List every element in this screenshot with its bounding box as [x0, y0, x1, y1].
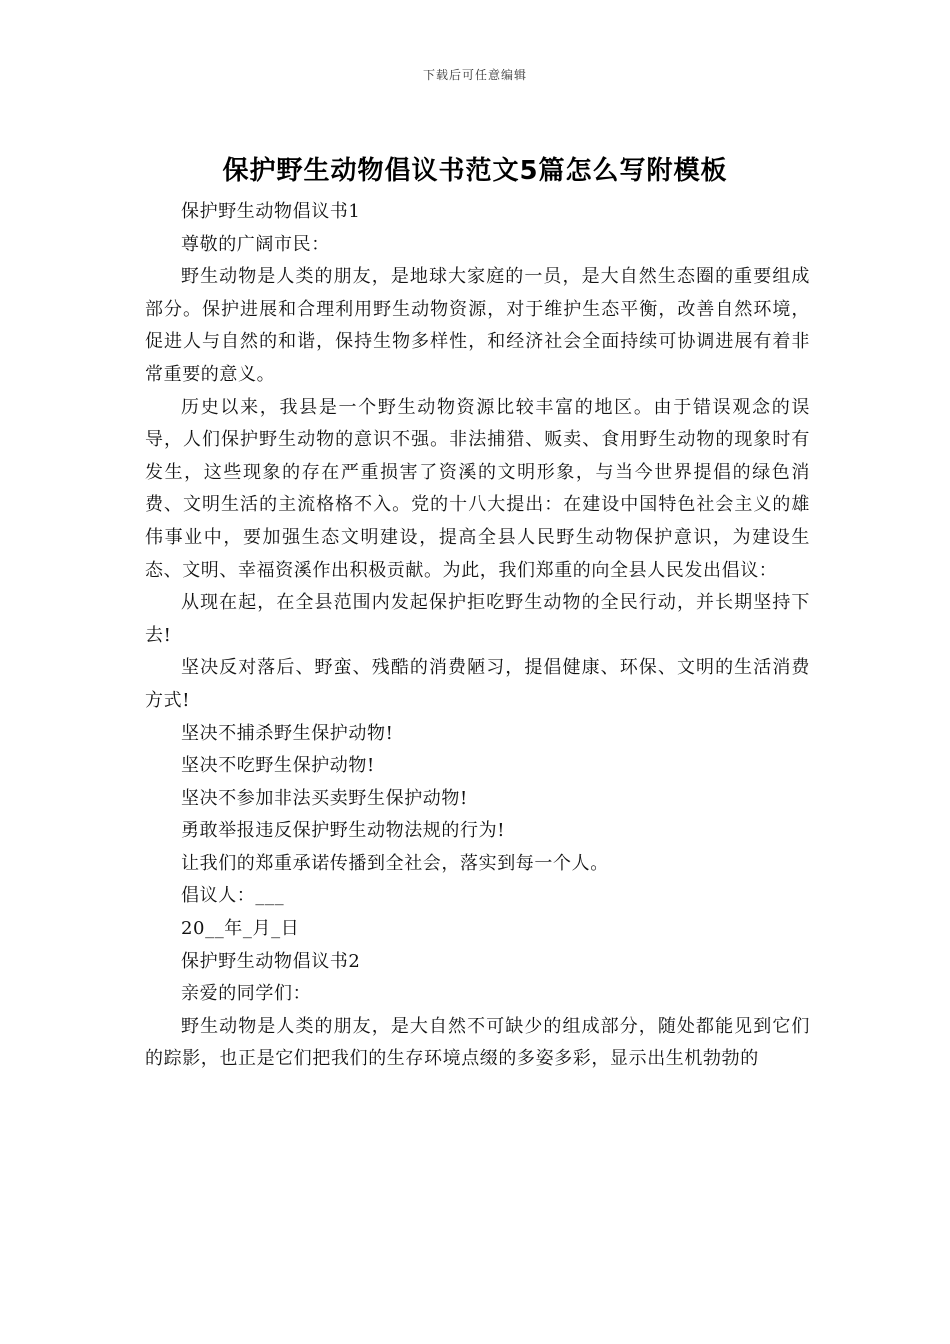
date-line: 20__年_月_日 [181, 918, 300, 940]
body-paragraph: 野生动物是人类的朋友，是地球大家庭的一员，是大自然生态圈的重要组成部分。保护进展和合理利用野生动物资源，对于维护生态平衡，改善自然环境，促进人与自然的和谐，保持生物多样性，和经济社会全面持续可协调进展有着非常重要的意义。 [145, 266, 810, 385]
salutation-2: 亲爱的同学们： [181, 983, 312, 1005]
salutation-1: 尊敬的广阔市民： [181, 233, 330, 255]
section-heading-1: 保护野生动物倡议书1 [181, 201, 361, 222]
pledge-item: 坚决不捕杀野生保护动物! [181, 722, 394, 744]
pledge-item: 勇敢举报违反保护野生动物法规的行为! [181, 820, 506, 842]
body-paragraph: 野生动物是人类的朋友，是大自然不可缺少的组成部分，随处都能见到它们的踪影，也正是它们把我们的生存环境点缀的多姿多彩，显示出生机勃勃的 [145, 1015, 810, 1070]
body-paragraph: 坚决反对落后、野蛮、残酷的消费陋习，提倡健康、环保、文明的生活消费方式! [145, 657, 810, 711]
section-heading-2: 保护野生动物倡议书2 [181, 950, 361, 972]
header-note: 下载后可任意编辑 [422, 68, 527, 82]
signature-line: 倡议人：___ [181, 885, 285, 907]
document-title: 保护野生动物倡议书范文5篇怎么写附模板 [222, 156, 728, 186]
pledge-item: 坚决不吃野生保护动物! [181, 755, 375, 777]
pledge-item: 坚决不参加非法买卖野生保护动物! [181, 787, 468, 809]
body-paragraph: 从现在起，在全县范围内发起保护拒吃野生动物的全民行动，并长期坚持下去! [145, 592, 810, 646]
body-paragraph: 让我们的郑重承诺传播到全社会，落实到每一个人。 [181, 852, 609, 874]
body-paragraph: 历史以来，我县是一个野生动物资源比较丰富的地区。由于错误观念的误导，人们保护野生动物的意识不强。非法捕猎、贩卖、食用野生动物的现象时有发生，这些现象的存在严重损害了资溪的文明形象，与当今世界提倡的绿色消费、文明生活的主流格格不入。党的十八大提出：在建设中国特色社会主义的雄伟事业中，要加强生态文明建设，提高全县人民野生动物保护意识，为建设生态、文明、幸福资溪作出积极贡献。为此，我们郑重的向全县人民发出倡议： [145, 396, 810, 581]
document-body [145, 196, 810, 1076]
